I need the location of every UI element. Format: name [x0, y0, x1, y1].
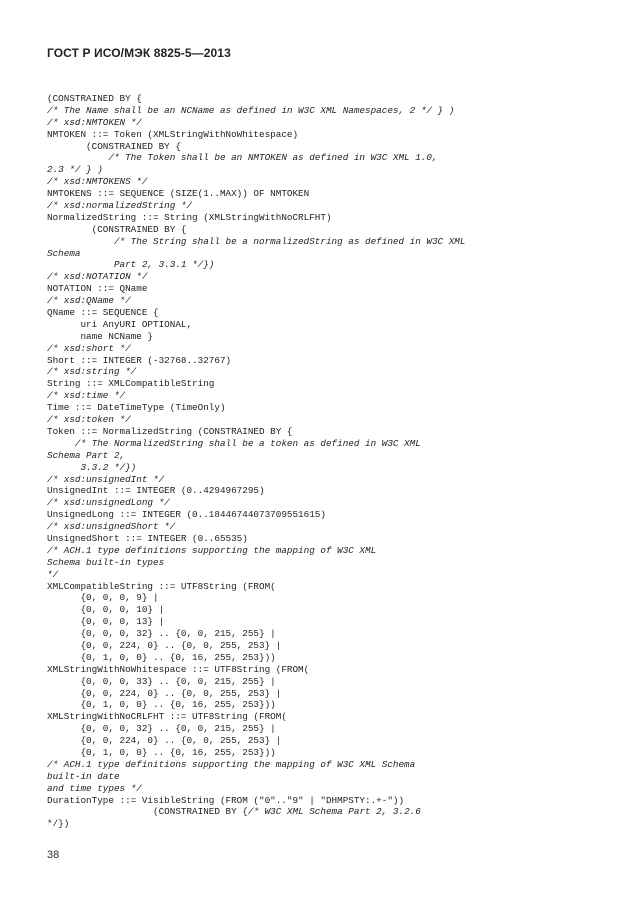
code-comment-line: /* xsd:normalizedString */ [47, 200, 193, 212]
code-line: (CONSTRAINED BY { [47, 140, 181, 152]
code-line: UnsignedInt ::= INTEGER (0..4294967295) [47, 485, 265, 497]
code-line: NOTATION ::= QName [47, 283, 148, 295]
code-line: */}) [47, 818, 70, 830]
code-line: XMLStringWithNoCRLFHT ::= UTF8String (FROM( [47, 711, 287, 723]
code-comment-line: /* xsd:unsignedLong */ [47, 497, 170, 509]
code-line: DurationType ::= VisibleString (FROM ("0".."9" | "DHMPSTY:.+-")) [47, 794, 405, 806]
code-line: {0, 1, 0, 0} .. {0, 16, 255, 253})) [47, 651, 276, 663]
code-line: String ::= XMLCompatibleString [47, 378, 215, 390]
code-line: QName ::= SEQUENCE { [47, 307, 159, 319]
code-comment-line: built-in date [47, 770, 120, 782]
code-line: XMLStringWithNoWhitespace ::= UTF8String (FROM( [47, 663, 310, 675]
document-header: ГОСТ Р ИСО/МЭК 8825-5—2013 [47, 46, 231, 60]
code-comment-line: /* xsd:token */ [47, 414, 131, 426]
code-comment-line: /* xsd:unsignedShort */ [47, 521, 176, 533]
code-comment-line: /* The String shall be a normalizedString as defined in W3C XML [47, 235, 466, 247]
code-line: (CONSTRAINED BY {/* W3C XML Schema Part 2, 3.2.6 [47, 806, 421, 818]
code-comment-line: /* The Name shall be an NCName as defined in W3C XML Namespaces, 2 */ } ) [47, 104, 455, 116]
code-line: (CONSTRAINED BY { [47, 93, 142, 104]
code-line: Token ::= NormalizedString (CONSTRAINED BY { [47, 425, 293, 437]
code-line: {0, 0, 0, 32} .. {0, 0, 215, 255} | [47, 723, 276, 735]
code-comment-line: Schema [47, 247, 81, 259]
code-comment-line: /* xsd:time */ [47, 390, 126, 402]
code-line: {0, 0, 224, 0} .. {0, 0, 255, 253} | [47, 687, 282, 699]
code-line: uri AnyURI OPTIONAL, [47, 318, 193, 330]
code-line: {0, 0, 0, 33} .. {0, 0, 215, 255} | [47, 675, 276, 687]
code-line: {0, 1, 0, 0} .. {0, 16, 255, 253})) [47, 699, 276, 711]
code-comment-line: */ [47, 568, 59, 580]
code-line: {0, 0, 224, 0} .. {0, 0, 255, 253} | [47, 639, 282, 651]
code-line: XMLCompatibleString ::= UTF8String (FROM( [47, 580, 276, 592]
code-line: {0, 0, 224, 0} .. {0, 0, 255, 253} | [47, 735, 282, 747]
code-comment-line: /* xsd:QName */ [47, 295, 131, 307]
code-comment-line: /* The NormalizedString shall be a token as defined in W3C XML [47, 437, 421, 449]
code-line: name NCName } [47, 330, 154, 342]
code-comment-line: and time types */ [47, 782, 142, 794]
code-comment-line: /* xsd:string */ [47, 366, 137, 378]
code-line: UnsignedShort ::= INTEGER (0..65535) [47, 532, 248, 544]
code-comment-line: /* xsd:NMTOKEN */ [47, 116, 142, 128]
asn1-code-block [47, 93, 607, 830]
code-comment-line: Schema built-in types [47, 556, 165, 568]
code-comment-line: Schema Part 2, [47, 449, 126, 461]
code-comment-line: /* xsd:NMTOKENS */ [47, 176, 148, 188]
code-line: Short ::= INTEGER (-32768..32767) [47, 354, 232, 366]
code-line: NMTOKEN ::= Token (XMLStringWithNoWhitespace) [47, 128, 299, 140]
code-comment-line: /* The Token shall be an NMTOKEN as defined in W3C XML 1.0, [47, 152, 438, 164]
code-line: UnsignedLong ::= INTEGER (0..18446744073709551615) [47, 509, 326, 521]
code-comment-line: Part 2, 3.3.1 */}) [47, 259, 215, 271]
code-comment-line: /* xsd:unsignedInt */ [47, 473, 165, 485]
code-comment-line: /* xsd:NOTATION */ [47, 271, 148, 283]
code-comment-line: /* ACH.1 type definitions supporting the mapping of W3C XML [47, 544, 377, 556]
code-line: {0, 0, 0, 13} | [47, 616, 165, 628]
code-line: {0, 0, 0, 32} .. {0, 0, 215, 255} | [47, 628, 276, 640]
code-line: (CONSTRAINED BY { [47, 223, 187, 235]
code-line: {0, 1, 0, 0} .. {0, 16, 255, 253})) [47, 746, 276, 758]
page-number: 38 [47, 849, 60, 861]
code-line: Time ::= DateTimeType (TimeOnly) [47, 402, 226, 414]
code-comment-line: /* xsd:short */ [47, 342, 131, 354]
code-line: NMTOKENS ::= SEQUENCE (SIZE(1..MAX)) OF NMTOKEN [47, 188, 310, 200]
code-comment-line: 3.3.2 */}) [47, 461, 137, 473]
code-comment-line: 2.3 */ } ) [47, 164, 103, 176]
code-line: {0, 0, 0, 10} | [47, 604, 165, 616]
code-line: NormalizedString ::= String (XMLStringWithNoCRLFHT) [47, 211, 332, 223]
code-comment-line: /* ACH.1 type definitions supporting the mapping of W3C XML Schema [47, 758, 416, 770]
code-line: {0, 0, 0, 9} | [47, 592, 159, 604]
